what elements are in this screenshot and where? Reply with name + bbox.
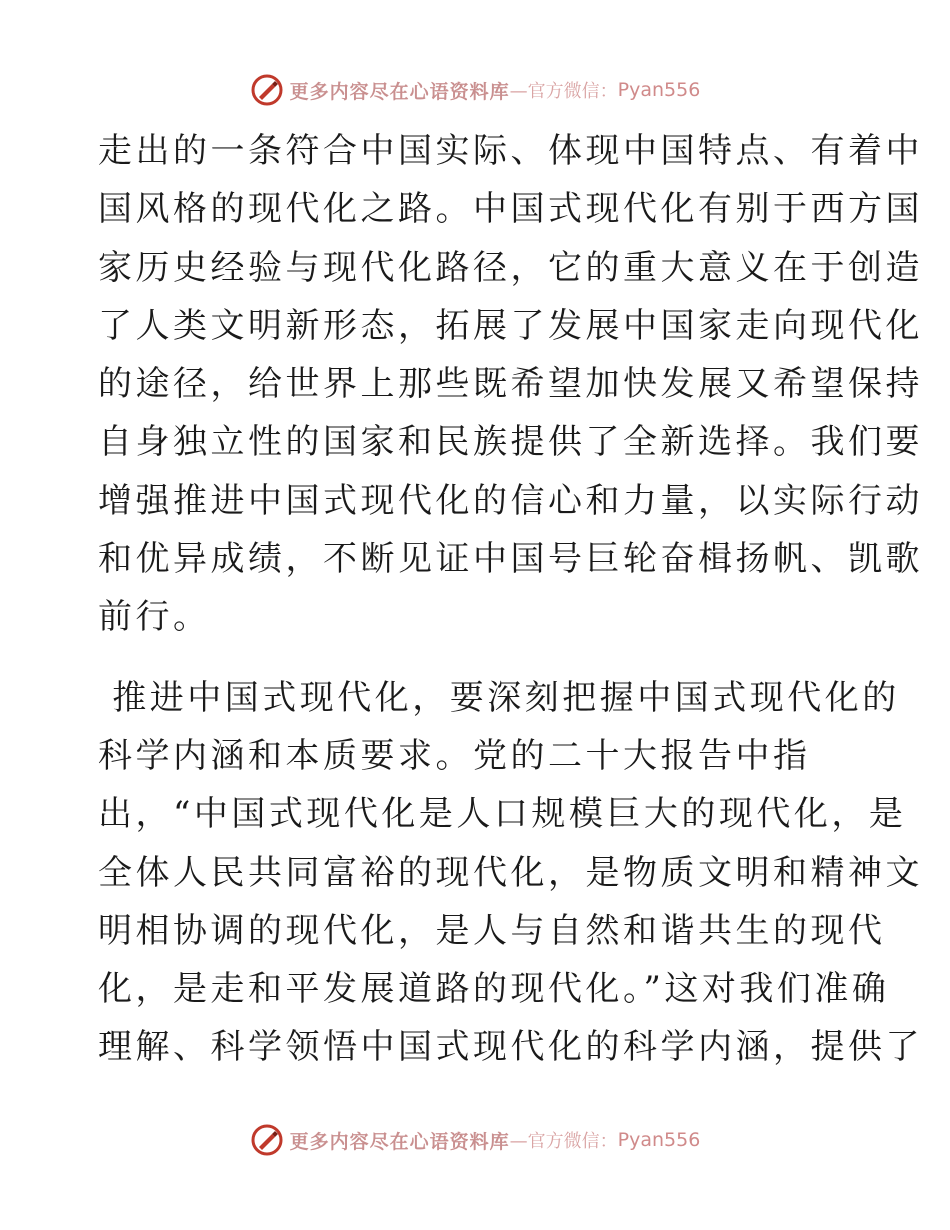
text-line: 自身独立性的国家和民族提供了全新选择。我们要 (98, 422, 923, 463)
text-line: 化，是走和平发展道路的现代化。”这对我们准确 (98, 969, 890, 1010)
text-line: 全体人民共同富裕的现代化，是物质文明和精神文 (98, 852, 923, 893)
paragraph-1 (98, 122, 923, 647)
pen-logo-icon (250, 1123, 284, 1157)
text-line: 科学内涵和本质要求。党的二十大报告中指 (98, 735, 811, 776)
text-line: 前行。 (98, 597, 211, 638)
text-line: 理解、科学领悟中国式现代化的科学内涵，提供了 (98, 1027, 923, 1068)
banner-main-text: 更多内容尽在心语资料库 (289, 1130, 510, 1153)
text-line: 家历史经验与现代化路径，它的重大意义在于创造 (98, 247, 923, 288)
text-line: 和优异成绩，不断见证中国号巨轮奋楫扬帆、凯歌 (98, 539, 923, 580)
text-line: 走出的一条符合中国实际、体现中国特点、有着中 (98, 131, 923, 171)
text-line: 推进中国式现代化，要深刻把握中国式现代化的 (98, 677, 900, 718)
text-line: 明相协调的现代化，是人与自然和谐共生的现代 (98, 910, 886, 951)
banner-wechat-id: Pyan556 (617, 1129, 701, 1151)
paragraph-2 (98, 669, 923, 1077)
header-watermark-banner (0, 70, 950, 110)
text-line: 了人类文明新形态，拓展了发展中国家走向现代化 (98, 305, 923, 346)
text-line: 出，“中国式现代化是人口规模巨大的现代化，是 (98, 794, 907, 835)
text-line: 国风格的现代化之路。中国式现代化有别于西方国 (98, 189, 923, 230)
banner-wechat-id: Pyan556 (617, 79, 701, 101)
text-line: 增强推进中国式现代化的信心和力量，以实际行动 (98, 480, 923, 521)
banner-main-text: 更多内容尽在心语资料库 (289, 80, 510, 103)
banner-sub-text: —官方微信： (509, 1131, 618, 1152)
footer-watermark-banner (0, 1120, 950, 1160)
text-line: 的途径，给世界上那些既希望加快发展又希望保持 (98, 364, 923, 405)
banner-sub-text: —官方微信： (509, 81, 618, 102)
document-body (98, 122, 923, 1077)
pen-logo-icon (250, 73, 284, 107)
